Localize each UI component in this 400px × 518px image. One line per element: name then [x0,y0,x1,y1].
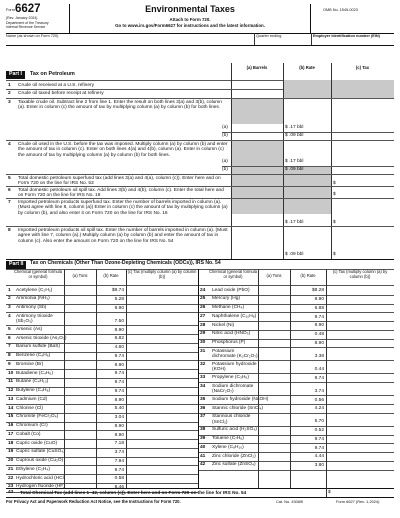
chemical-name: Chromium (Cr) [16,423,48,429]
chemical-name: Bromine (Br) [16,361,44,367]
form-number: 6627 [15,3,41,15]
chemical-rate: 8.90 [114,423,124,429]
chemical-rate: 6.82 [114,336,124,342]
chemical-rate: 5.28 [114,297,124,302]
chemical-tons-input[interactable] [65,369,95,378]
attach-instruction: Attach to Form 720. [169,17,211,22]
chemical-line-number: 9 [8,361,11,367]
chemical-rate: 3.74 [114,450,124,456]
chemical-name: Propylene (C₃H₆) [212,374,249,380]
chemical-tons-input[interactable] [259,373,289,382]
right-tax-header: (c) Tax (multiply column (a) by column (b)) [332,269,388,279]
chemical-rate: 8.90 [114,327,124,333]
chemical-tax-input[interactable] [127,448,197,457]
row-divider [198,470,394,471]
line-6-number: 6 [8,188,11,193]
col-b-rate-header: (b) Rate [299,65,315,70]
chemical-name: Cobalt (Co) [16,431,41,437]
chemical-rate: $9.74 [111,288,124,294]
chemical-tons-input[interactable] [259,347,289,360]
left-chemical-header: Chemical (general formula or symbol) [13,269,62,279]
line-8-tax-input[interactable] [332,244,393,258]
chemical-name: Arsenic trioxide (As₂O₃) [16,335,67,341]
line-5-number: 5 [8,176,11,181]
chemical-name: Zinc chloride (ZnCl₂) [212,453,256,459]
chemical-name: Sodium hydroxide (NaOH) [212,396,269,402]
chemical-tax-input[interactable] [327,286,393,295]
line-4a-rate: $ .17 bbl [285,159,304,164]
chemical-line-number: 29 [200,331,206,337]
chemical-tons-input[interactable] [65,395,95,404]
chemical-rate: 9.74 [114,380,124,386]
chemical-tax-input[interactable] [127,387,197,396]
chemical-name: Arsenic (As) [16,326,43,332]
line-43-total-input[interactable] [327,489,393,497]
chemical-tons-input[interactable] [65,387,95,396]
chemical-tax-input[interactable] [327,435,393,444]
ein-field[interactable] [312,33,394,45]
chemical-line-number: 16 [8,423,14,429]
chemical-rate: 7.50 [114,318,124,324]
chemical-tons-input[interactable] [65,378,95,387]
omb-number: OMB No. 1545-0023 [323,8,358,12]
line-3b-rate: $ .09 bbl [285,133,304,138]
chemical-tons-input[interactable] [65,312,95,325]
right-tons-header: (a) Tons [266,273,282,278]
chemical-rate: 8.90 [314,297,324,302]
chemical-name: Nickel (Ni) [212,322,235,328]
chemical-rate: 5.70 [314,419,324,425]
chemical-rate: 8.90 [114,305,124,311]
line-3a-rate: $ .17 bbl [285,125,304,130]
chemical-tons-input[interactable] [259,395,289,404]
chemical-tax-input[interactable] [127,360,197,369]
chemical-line-number: 5 [8,326,11,332]
chemical-name: Stannous chloride (SnCl₂) [212,414,251,425]
chemical-tax-input[interactable] [127,395,197,404]
chemical-name: Naphthalene (C₁₀H₈) [212,313,257,319]
chemical-tons-input[interactable] [259,286,289,295]
chemical-name: Cupric sulfate (CuSO₄) [16,449,65,455]
chemical-name: Cuprous oxide (Cu₂O) [16,458,64,464]
chemical-rate: 5.40 [114,406,124,412]
chemical-line-number: 15 [8,414,14,420]
chemical-name: Lead oxide (PbO) [212,287,250,293]
line-5-tax-input[interactable] [332,175,393,185]
chemical-tons-input[interactable] [65,413,95,422]
chemical-tons-input[interactable] [65,448,95,457]
chemical-line-number: 35 [200,396,206,402]
chemical-name: Potassium dichromate (K₂Cr₂O₇) [212,348,258,360]
chemical-line-number: 36 [200,405,206,411]
chemical-rate: 8.90 [314,340,324,346]
chemical-tons-input[interactable] [65,474,95,483]
line-43-number: 43 [8,490,14,495]
chemical-rate: 0.58 [114,476,124,482]
chemical-tons-input[interactable] [259,426,289,435]
chemical-line-number: 26 [200,305,206,310]
chemical-tax-input[interactable] [127,352,197,361]
chemical-name: Stannic chloride (SnCl₄) [212,405,264,411]
chemical-tax-input[interactable] [127,286,197,295]
chemical-tax-input[interactable] [127,343,197,352]
chemical-tax-input[interactable] [127,325,197,334]
chemical-tax-input[interactable] [327,339,393,348]
chemical-rate: 3.74 [314,388,324,394]
chemical-line-number: 32 [200,361,206,367]
chemical-rate: 0.56 [314,397,324,403]
chemical-rate: 7.94 [114,458,124,464]
line-7-dollar: $ [333,220,336,225]
privacy-notice: For Privacy Act and Paperwork Reduction Act Notice, see the Instructions for Form 720. [6,499,181,504]
chemical-tax-input[interactable] [327,347,393,360]
chemical-line-number: 12 [8,388,14,394]
chemical-tons-input[interactable] [65,465,95,474]
chemical-tons-input[interactable] [259,295,289,304]
chemical-rate: 9.74 [314,436,324,442]
chemical-tax-input[interactable] [327,461,393,470]
chemical-tons-input[interactable] [259,304,289,313]
chemical-line-number: 17 [8,431,14,437]
chemical-rate: 9.74 [314,375,324,381]
chemical-line-number: 2 [8,296,11,302]
chemical-tax-input[interactable] [327,404,393,413]
chemical-tons-input[interactable] [65,457,95,466]
chemical-tons-input[interactable] [259,413,289,426]
taxpayer-info-row [6,33,394,45]
chemical-name: Antimony (Sb) [16,305,47,310]
chemical-tons-input[interactable] [259,435,289,444]
chemical-rate: 3.04 [114,415,124,421]
chemical-rate: 8.90 [114,397,124,403]
chemical-rate: 8.90 [114,432,124,438]
line-1-label: Crude oil received at a U.S. refinery [18,83,94,88]
part1-title: Tax on Petroleum [30,71,75,77]
chemical-tax-input[interactable] [327,360,393,373]
department-label: Department of the Treasury [6,21,49,25]
chemical-line-number: 7 [8,344,11,350]
chemical-tons-input[interactable] [259,330,289,339]
chemical-tax-input[interactable] [327,426,393,435]
chemical-name: Nitric acid (HNO₃) [212,331,251,337]
form-revision-footer: Form 6627 (Rev. 1-2024) [336,499,380,504]
line-5-dollar: $ [333,181,336,186]
chemical-line-number: 23 [8,484,14,490]
chemical-rate: 3.38 [314,353,324,359]
line-2-number: 2 [8,91,11,96]
chemical-rate: 9.74 [114,467,124,473]
chemical-line-number: 25 [200,296,206,302]
chemical-tons-input[interactable] [259,461,289,470]
line-3-label: Taxable crude oil. Subtract line 2 from line 1. Enter the result on both lines 3(a) and 3(b), column (a). Enter in column (c) the amount of tax by multiplying column (a) by column (b) for both lines. [18,100,222,111]
chemical-tax-input[interactable] [127,422,197,431]
line-7-barrels-input[interactable] [232,214,282,226]
chemical-name: Sodium dichromate (NaCr₂O₇) [212,383,254,395]
chemical-rate: 3.80 [314,463,324,469]
chemical-rate: 4.44 [314,454,324,460]
chemical-name: Potassium hydroxide (KOH) [212,361,257,373]
chemical-name: Sulfuric acid (H₂SO₄) [212,427,257,433]
irs-label: Internal Revenue Service [6,25,46,29]
chemical-rate: 7.18 [114,441,124,447]
chemical-line-number: 13 [8,396,14,402]
chemical-tax-input[interactable] [327,413,393,426]
line-5-label: Total domestic petroleum superfund tax (add lines 3(a) and 4(a), column (c)). Enter here and on Form 720 on the line for IRS No. 53 [18,176,221,187]
chemical-name: Toluene (C₇H₈) [212,436,244,442]
chemical-line-number: 42 [200,462,206,468]
chemical-line-number: 24 [200,287,206,293]
chemical-tax-input[interactable] [327,304,393,313]
line-3b-tax-input[interactable] [332,132,393,140]
chemical-line-number: 37 [200,414,206,420]
chemical-tax-input[interactable] [327,295,393,304]
chemical-rate: 9.74 [314,445,324,451]
chemical-tax-input[interactable] [127,457,197,466]
instructions-link[interactable]: Go to www.irs.gov/Form6627 for instructions and the latest information. [115,23,265,28]
chemical-rate: $8.28 [311,288,324,294]
chemical-name: Methane (CH₄) [212,305,245,310]
chemical-rate: 9.74 [314,314,324,320]
chemical-rate: 0.44 [314,366,324,372]
name-field[interactable] [6,33,254,45]
chemical-line-number: 3 [8,305,11,310]
chemical-name: Antimony trioxide (Sb₂O₃) [16,313,53,325]
line-4b-sub: (b) [222,167,228,172]
line-8-label: Imported petroleum products oil spill tax. Enter the number of barrels imported in column (a). (Must agree with line 7, column (a).) Multiply column (a) by column (b) and enter the amount of tax in column (c). Also enter the amount on Form 720 on the line for IRS No. 54 [18,228,228,244]
quarter-ending-field[interactable] [255,33,311,45]
chemical-tons-input[interactable] [259,339,289,348]
chemical-name: Ethylene (C₂H₄) [16,466,50,472]
chemical-rate: 8.90 [314,323,324,329]
omb-block [310,4,394,33]
form-label: Form [6,8,15,12]
chemical-name: Butane (C₄H₁₀) [16,379,49,385]
chemical-line-number: 18 [8,440,14,446]
line-6-tax-input[interactable] [332,187,393,197]
line-4b-rate: $ .09 bbl [285,167,304,172]
line-8-number: 8 [8,228,11,233]
chemical-line-number: 8 [8,353,11,359]
chemical-tons-input[interactable] [65,304,95,313]
chemical-name: Butadiene (C₄H₆) [16,370,53,376]
chemical-tons-input[interactable] [65,404,95,413]
quarter-ending-label: Quarter ending [256,34,282,38]
chemical-tax-input[interactable] [127,295,197,304]
chemical-tax-input[interactable] [127,334,197,343]
chemical-tons-input[interactable] [65,334,95,343]
line-7-rate: $ .17 bbl [285,220,304,225]
chemical-line-number: 30 [200,340,206,345]
chemical-tons-input[interactable] [65,439,95,448]
chemical-name: Phosphorus (P) [212,340,246,345]
chemical-line-number: 31 [200,348,206,354]
chemical-tax-input[interactable] [127,430,197,439]
chemical-tons-input[interactable] [65,295,95,304]
chemical-name: Mercury (Hg) [212,296,240,302]
chemical-tons-input[interactable] [259,382,289,395]
chemical-tons-input[interactable] [259,312,289,321]
chemical-tax-input[interactable] [127,378,197,387]
line-1-barrels-input[interactable] [232,81,282,89]
chemical-rate: 8.46 [114,485,124,491]
col-c-tax-header: (c) Tax [355,65,370,70]
chemical-name: Ammonia (NH₃) [16,296,50,302]
chemical-tons-input[interactable] [65,325,95,334]
catalog-number: Cat. No. 43069I [276,499,304,504]
chemical-rate: 0.48 [314,332,324,337]
chemical-tax-input[interactable] [127,312,197,325]
line-3-number: 3 [8,100,11,105]
line-43-label: Total Chemical Tax (add lines 1–42, column (c)). Enter here and on Form 720 on the line for IRS No. 54 [20,490,247,495]
chemical-rate: 6.88 [314,305,324,311]
chemical-tax-input[interactable] [327,395,393,404]
chemical-tax-input[interactable] [127,404,197,413]
chemical-line-number: 27 [200,313,206,319]
chemical-tax-input[interactable] [327,321,393,330]
chemical-tons-input[interactable] [259,360,289,373]
chemical-tons-input[interactable] [65,286,95,295]
part1-tag: Part I [6,71,25,79]
left-rate-header: (b) Rate [103,273,119,278]
chemical-line-number: 19 [8,449,14,455]
line-3a-barrels-input[interactable] [232,124,282,132]
line-4-label: Crude oil used in the U.S. before the tax was imposed. Multiply column (a) by column (b) and enter the amount of tax in column (c). Enter on both lines 4(a) and 4(b), column (a). Enter in column (c) the amount of tax by multiplying column (a) by column (b) for both lines. [18,142,228,158]
chemical-tax-input[interactable] [327,452,393,461]
line-8-rate: $ .09 bbl [285,252,304,257]
part2-tag: Part II [6,261,26,269]
line-4b-tax-input[interactable] [332,166,393,174]
line-7-tax-input[interactable] [332,214,393,226]
line-43-dollar: $ [328,490,331,495]
left-tax-header: (c) Tax (multiply column (a) by column (b)) [127,269,197,279]
chemical-line-number: 40 [200,444,206,450]
chemical-name: Hydrochloric acid (HCl) [16,475,66,481]
line-8-dollar: $ [333,252,336,257]
chemical-line-number: 6 [8,335,11,341]
chemical-name: Zinc sulfate (ZnSO₄) [212,462,256,468]
chemical-name: Barium sulfide (BaS) [16,344,60,350]
chemical-line-number: 22 [8,475,14,481]
chemical-line-number: 21 [8,466,14,472]
chemical-tons-input[interactable] [65,430,95,439]
line-6-dollar: $ [333,192,336,197]
chemical-tax-input[interactable] [327,382,393,395]
chemical-name: Chromite (FeCr₂O₄) [16,414,59,420]
chemical-line-number: 4 [8,313,11,319]
chemical-name: Cupric oxide (CuO) [16,440,58,446]
form-title: Environmental Taxes [145,4,235,14]
chemical-name: Benzene (C₆H₆) [16,353,51,359]
chemical-name: Butylene (C₄H₈) [16,388,51,394]
chemical-tons-input[interactable] [259,321,289,330]
line-6-label: Total domestic petroleum oil spill tax. Add lines 3(b) and 4(b), column (c). Enter the total here and on Form 720 on the line for IRS No. 18 [18,188,224,199]
chemical-tax-input[interactable] [327,373,393,382]
line-4a-sub: (a) [222,159,228,164]
left-tons-header: (a) Tons [72,273,88,278]
chemical-line-number: 20 [8,458,14,464]
chemical-tax-input[interactable] [127,413,197,422]
chemical-line-number: 1 [8,287,11,293]
chemical-tax-input[interactable] [327,330,393,339]
chemical-tons-input[interactable] [65,360,95,369]
col-a-barrels-header: (a) Barrels [246,65,268,70]
chemical-line-number: 28 [200,322,206,328]
chemical-rate: 4.60 [114,345,124,351]
chemical-line-number: 38 [200,427,206,433]
line-3a-tax-input[interactable] [332,124,393,132]
line-7-label: Imported petroleum products superfund tax. Enter the number of barrels imported in column (a). (Must agree with line 8, column (a)) Enter in column (c) the amount of tax by multiplying column (a) by column (b), and also enter it on Form 720 on the line for IRS No. 16 [18,200,228,216]
chemical-tons-input[interactable] [65,352,95,361]
chemical-tons-input[interactable] [65,422,95,431]
chemical-tax-input[interactable] [127,439,197,448]
form-header [6,4,394,33]
name-label: Name (as shown on Form 720) [6,34,59,38]
chemical-tons-input[interactable] [259,443,289,452]
chemical-tax-input[interactable] [127,474,197,483]
chemical-name: Chlorine (Cl) [16,405,43,411]
revision-date: (Rev. January 2024) [6,16,38,20]
chemical-rate: 9.74 [114,353,124,359]
line-7-number: 7 [8,200,11,205]
chemical-rate: 0.52 [314,428,324,434]
chemical-name: Cadmium (Cd) [16,396,48,402]
chemical-line-number: 33 [200,374,206,380]
chemical-tax-input[interactable] [127,304,197,313]
chemical-tons-input[interactable] [259,452,289,461]
chemical-tons-input[interactable] [65,343,95,352]
chemical-name: Xylene (C₈H₁₀) [212,444,244,450]
chemical-name: Acetylene (C₂H₂) [16,287,53,293]
chemical-line-number: 10 [8,370,14,376]
line-2-label: Crude oil taxed before receipt at refinery [18,91,104,96]
line-4-number: 4 [8,142,11,147]
line-4a-tax-input[interactable] [332,158,393,166]
ein-label: Employer identification number (EIN) [313,34,380,38]
line-1-number: 1 [8,83,11,88]
line-3a-sub: (a) [222,125,228,130]
chemical-tax-input[interactable] [127,465,197,474]
chemical-line-number: 39 [200,436,206,442]
right-rate-header: (b) Rate [300,273,316,278]
chemical-line-number: 41 [200,453,206,459]
line-2-barrels-input[interactable] [232,90,282,98]
chemical-line-number: 14 [8,405,14,411]
chemical-tax-input[interactable] [327,443,393,452]
chemical-rate: 4.24 [314,406,324,412]
chemical-tax-input[interactable] [327,312,393,321]
chemical-rate: 9.74 [114,371,124,377]
chemical-name: Hydrogen fluoride (HF) [16,484,65,490]
chemical-tons-input[interactable] [259,404,289,413]
part2-title: Tax on Chemicals (Other Than Ozone-Depleting Chemicals (ODCs)), IRS No. 54 [30,260,221,266]
chemical-rate: 9.74 [114,388,124,394]
line-3b-barrels-input[interactable] [232,132,282,140]
line-4a-barrels-input[interactable] [232,166,282,174]
right-chemical-header: Chemical (general formula or symbol) [208,269,257,279]
form-id-block [6,4,70,33]
chemical-line-number: 34 [200,383,206,389]
line-3b-sub: (b) [222,133,228,138]
chemical-rate: 8.90 [114,362,124,368]
chemical-line-number: 11 [8,379,14,385]
chemical-tax-input[interactable] [127,369,197,378]
line-8-barrels-input[interactable] [232,244,282,258]
